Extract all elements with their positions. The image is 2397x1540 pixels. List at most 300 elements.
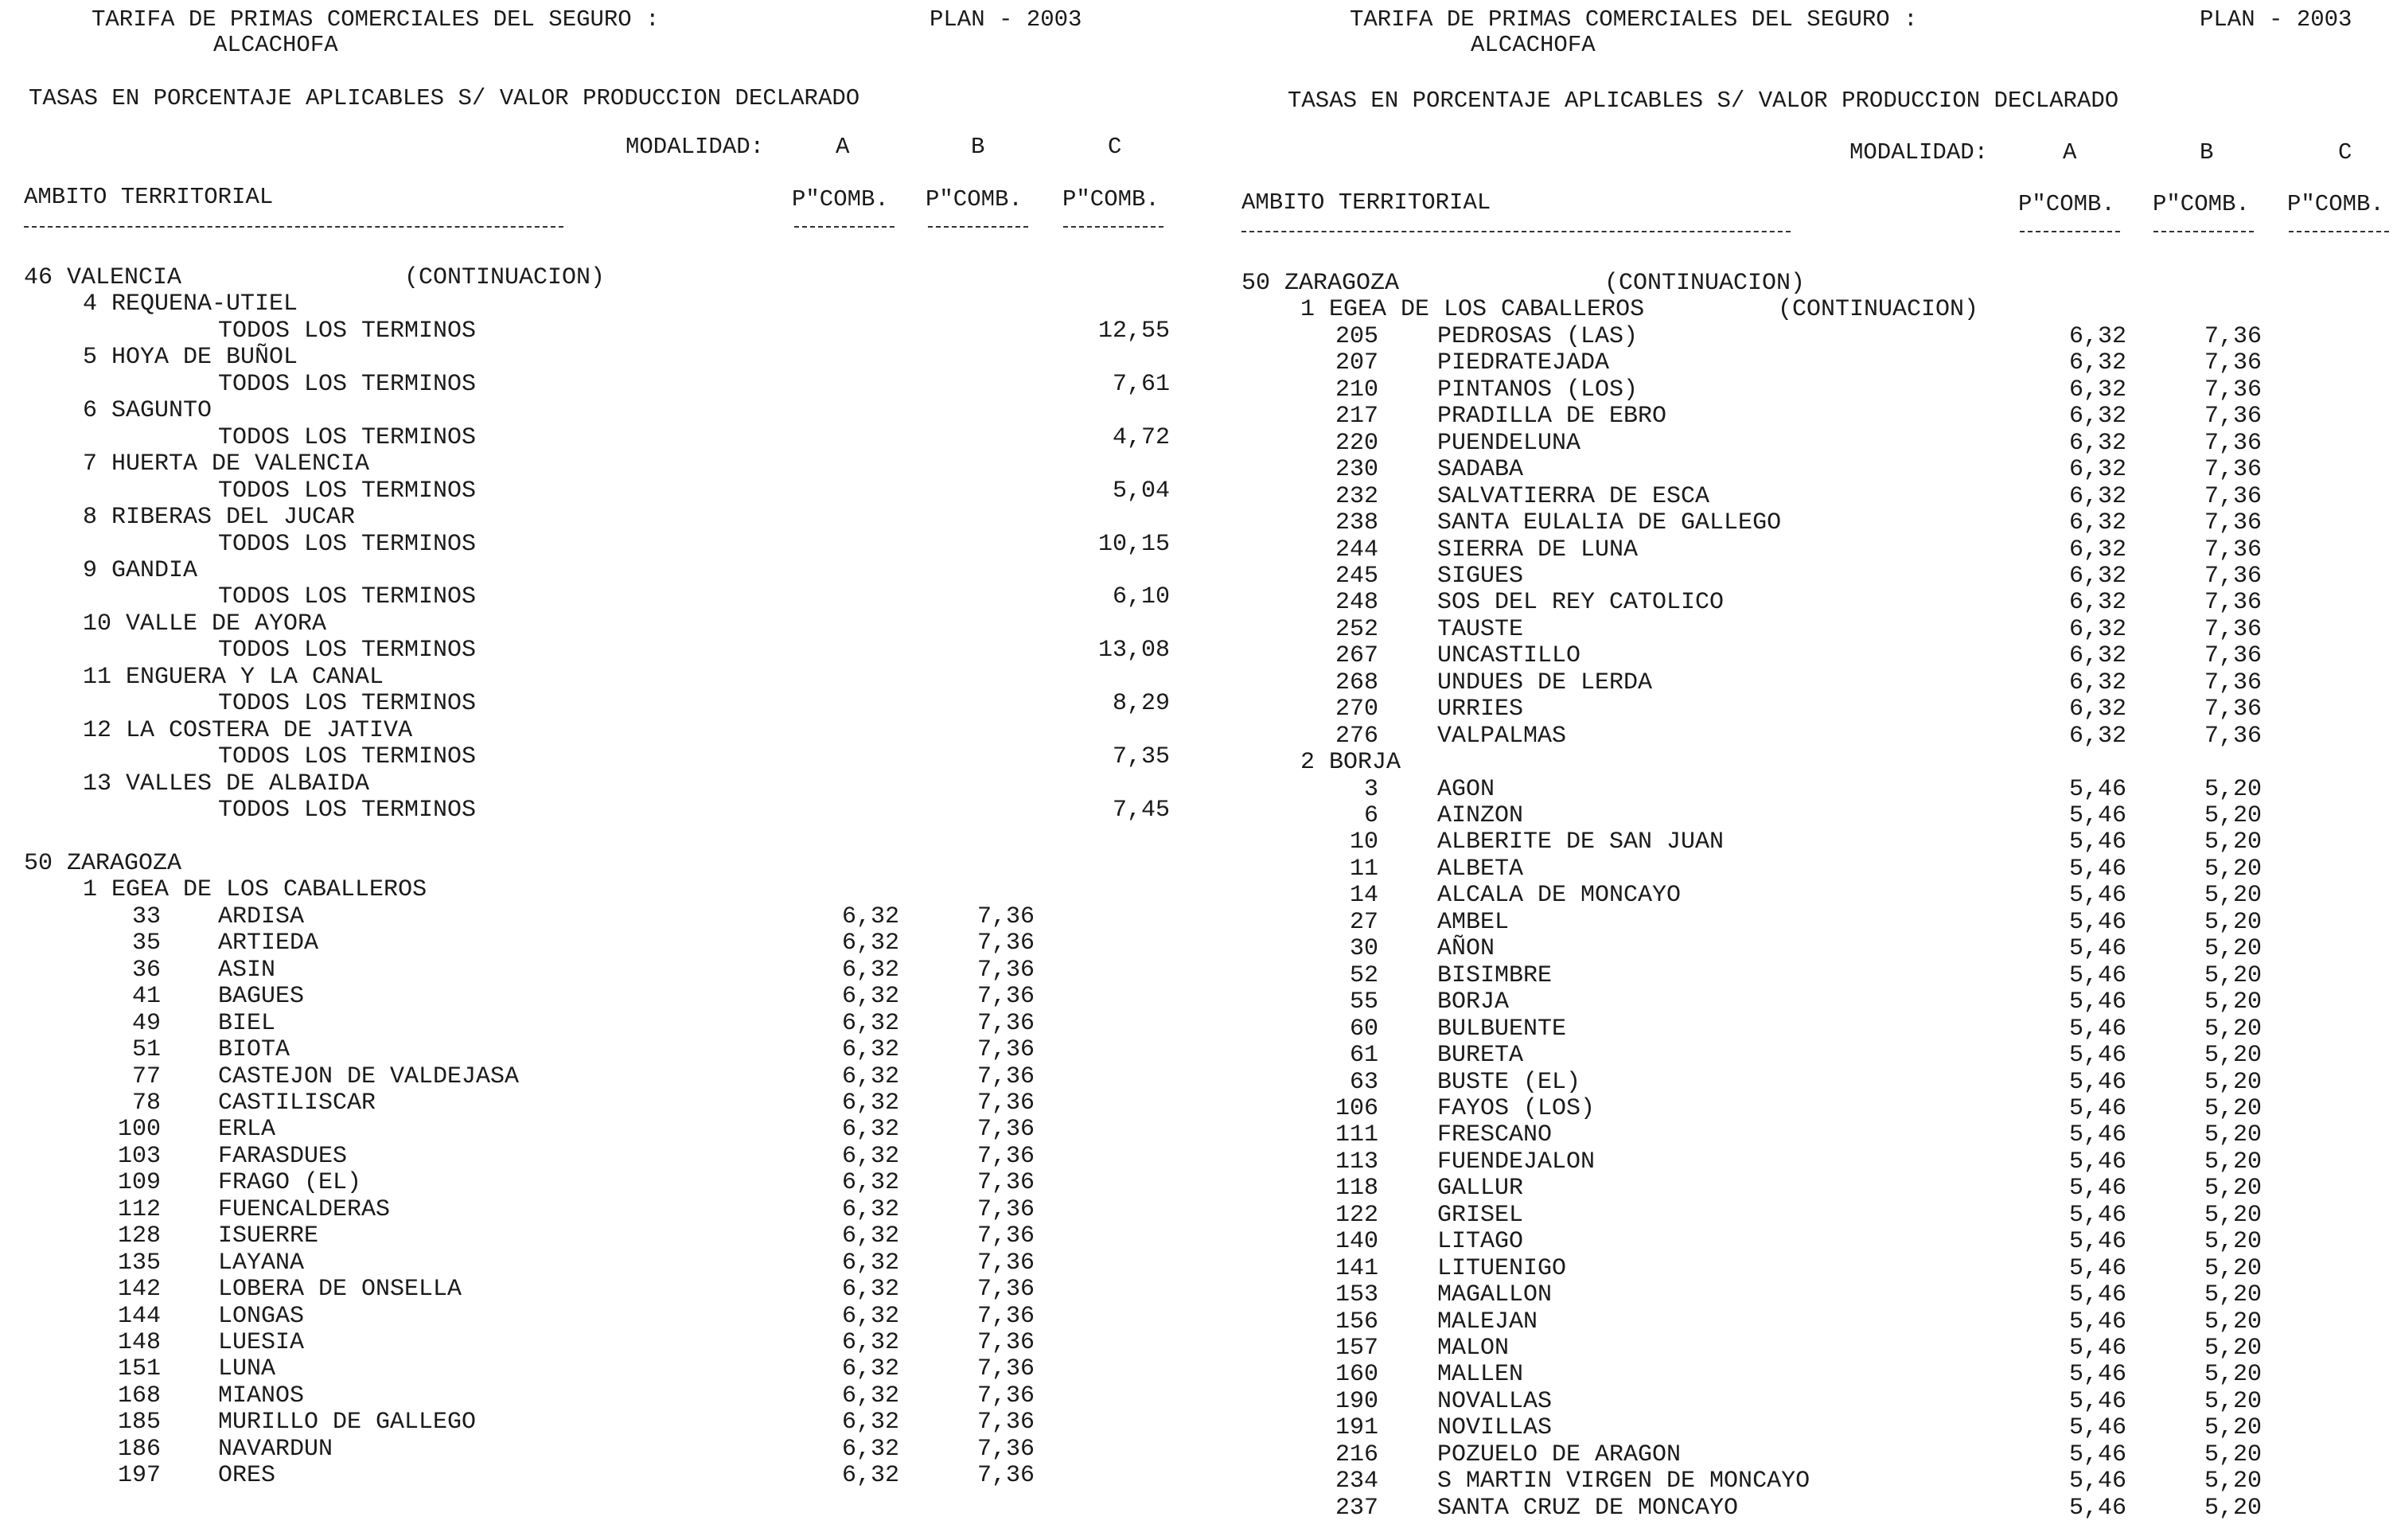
rate-c: 13,08: [1097, 637, 1170, 665]
modalidad-b-label: B: [2200, 139, 2214, 166]
rate-b: 7,36: [2204, 322, 2262, 350]
page-title: TARIFA DE PRIMAS COMERCIALES DEL SEGURO :: [92, 6, 660, 33]
municipality-name: MIANOS: [218, 1382, 305, 1409]
municipality-name: LUESIA: [218, 1329, 305, 1356]
rate-c: 12,55: [1097, 317, 1170, 345]
rate-a: 5,46: [2068, 802, 2126, 829]
rate-a: 6,32: [841, 1116, 899, 1144]
rate-c: 7,45: [1112, 797, 1170, 824]
municipality-name: BULBUENTE: [1437, 1015, 1567, 1043]
rate-b: 5,20: [2204, 882, 2262, 910]
municipality-code: 156: [1335, 1308, 1378, 1335]
municipality-code: 148: [117, 1329, 161, 1356]
rate-b: 5,20: [2204, 1387, 2262, 1415]
rate-b: 7,36: [976, 1036, 1035, 1064]
continuation-note: (CONTINUACION): [404, 264, 606, 291]
rate-b: 7,36: [976, 1302, 1035, 1330]
rate-b: 7,36: [976, 1222, 1035, 1250]
municipality-name: PEDROSAS (LAS): [1437, 322, 1639, 350]
municipality-name: AÑON: [1437, 935, 1495, 963]
col-b-divider: [2153, 231, 2254, 232]
municipality-name: SIGUES: [1437, 562, 1524, 590]
municipality-code: 135: [117, 1249, 161, 1277]
rate-b: 5,20: [2204, 775, 2262, 803]
modalidad-a-label: A: [2063, 139, 2077, 166]
municipality-code: 232: [1335, 482, 1378, 510]
rate-a: 6,32: [2068, 429, 2126, 457]
rate-a: 5,46: [2068, 1281, 2126, 1309]
municipality-name: LONGAS: [218, 1302, 305, 1330]
rate-b: 5,20: [2204, 855, 2262, 883]
municipality-code: 11: [1349, 855, 1378, 883]
municipality-code: 217: [1335, 403, 1378, 431]
rate-b: 7,36: [976, 1062, 1035, 1090]
rate-a: 5,46: [2068, 1441, 2126, 1468]
municipality-code: 140: [1335, 1228, 1378, 1256]
header-divider: [24, 226, 563, 228]
municipality-code: 10: [1349, 828, 1378, 856]
rate-a: 6,32: [841, 1089, 899, 1117]
municipality-name: FRAGO (EL): [218, 1169, 362, 1197]
municipality-name: UNCASTILLO: [1437, 642, 1581, 670]
all-terms-label: TODOS LOS TERMINOS: [218, 637, 477, 665]
all-terms-label: TODOS LOS TERMINOS: [218, 583, 477, 611]
rate-b: 5,20: [2204, 1068, 2262, 1096]
province-heading: 46 VALENCIA: [24, 264, 182, 291]
comarca-heading: 1 EGEA DE LOS CABALLEROS: [83, 876, 427, 904]
rate-a: 6,32: [841, 983, 899, 1011]
municipality-name: BIOTA: [218, 1036, 290, 1064]
municipality-name: MALLEN: [1437, 1361, 1524, 1389]
rate-a: 6,32: [2068, 403, 2126, 431]
modalidad-c-label: C: [2338, 139, 2352, 166]
rate-b: 7,36: [976, 1142, 1035, 1170]
municipality-code: 128: [117, 1222, 161, 1250]
col-b-divider: [928, 226, 1028, 228]
rate-a: 5,46: [2068, 908, 2126, 936]
municipality-code: 141: [1335, 1254, 1378, 1282]
rate-b: 5,20: [2204, 1441, 2262, 1468]
municipality-code: 207: [1335, 349, 1378, 377]
municipality-code: 113: [1335, 1148, 1378, 1175]
municipality-code: 14: [1349, 882, 1378, 910]
rate-b: 7,36: [976, 1409, 1035, 1437]
municipality-code: 268: [1335, 669, 1378, 696]
col-c-header: P"COMB.: [1062, 186, 1160, 212]
col-c-divider: [2289, 231, 2389, 232]
municipality-name: TAUSTE: [1437, 615, 1524, 643]
municipality-code: 151: [117, 1355, 161, 1383]
all-terms-label: TODOS LOS TERMINOS: [218, 423, 477, 451]
municipality-code: 190: [1335, 1387, 1378, 1415]
rate-b: 7,36: [976, 903, 1035, 930]
municipality-name: SIERRA DE LUNA: [1437, 536, 1639, 563]
municipality-name: MALON: [1437, 1335, 1510, 1362]
right-page: [1198, 0, 2397, 1540]
rate-b: 7,36: [976, 1195, 1035, 1223]
municipality-code: 197: [117, 1462, 161, 1490]
municipality-name: FUENCALDERAS: [218, 1195, 391, 1223]
crop-name: ALCACHOFA: [1471, 32, 1596, 58]
rate-b: 5,20: [2204, 1175, 2262, 1203]
municipality-code: 238: [1335, 509, 1378, 537]
rate-a: 6,32: [841, 1142, 899, 1170]
rate-b: 7,36: [2204, 536, 2262, 563]
municipality-name: ARDISA: [218, 903, 305, 930]
municipality-code: 63: [1349, 1068, 1378, 1096]
municipality-code: 100: [117, 1116, 161, 1144]
rate-b: 5,20: [2204, 1494, 2262, 1522]
municipality-code: 244: [1335, 536, 1378, 563]
municipality-code: 3: [1363, 775, 1378, 803]
municipality-name: BISIMBRE: [1437, 961, 1553, 989]
comarca-heading: 7 HUERTA DE VALENCIA: [83, 450, 370, 478]
rate-a: 5,46: [2068, 1335, 2126, 1362]
municipality-name: SANTA EULALIA DE GALLEGO: [1437, 509, 1782, 537]
municipality-code: 103: [117, 1142, 161, 1170]
rate-a: 6,32: [841, 1169, 899, 1197]
modalidad-label: MODALIDAD:: [626, 134, 765, 160]
rate-a: 5,46: [2068, 1121, 2126, 1149]
municipality-code: 210: [1335, 376, 1378, 404]
municipality-code: 220: [1335, 429, 1378, 457]
rate-a: 6,32: [841, 1355, 899, 1383]
province-heading: 50 ZARAGOZA: [1241, 270, 1400, 297]
municipality-code: 270: [1335, 696, 1378, 723]
rate-a: 5,46: [2068, 1468, 2126, 1495]
municipality-code: 144: [117, 1302, 161, 1330]
all-terms-label: TODOS LOS TERMINOS: [218, 477, 477, 505]
modalidad-c-label: C: [1108, 134, 1122, 160]
municipality-code: 109: [117, 1169, 161, 1197]
municipality-code: 191: [1335, 1414, 1378, 1442]
rate-a: 6,32: [2068, 349, 2126, 377]
ambito-label: AMBITO TERRITORIAL: [24, 184, 274, 210]
rate-a: 6,32: [2068, 536, 2126, 563]
municipality-name: ORES: [218, 1462, 276, 1490]
rate-a: 6,32: [841, 1276, 899, 1304]
rate-a: 5,46: [2068, 1175, 2126, 1203]
rate-a: 6,32: [841, 1195, 899, 1223]
municipality-name: UNDUES DE LERDA: [1437, 669, 1653, 696]
rate-b: 7,36: [976, 1116, 1035, 1144]
comarca-heading: 13 VALLES DE ALBAIDA: [83, 770, 370, 797]
rate-a: 6,32: [2068, 482, 2126, 510]
rate-a: 6,32: [2068, 669, 2126, 696]
col-c-header: P"COMB.: [2287, 191, 2384, 217]
rate-b: 7,36: [2204, 403, 2262, 431]
municipality-name: LAYANA: [218, 1249, 305, 1277]
municipality-name: BIEL: [218, 1009, 276, 1037]
rate-a: 6,32: [2068, 322, 2126, 350]
municipality-name: GALLUR: [1437, 1175, 1524, 1203]
comarca-heading: 10 VALLE DE AYORA: [83, 610, 327, 637]
rate-a: 6,32: [841, 1435, 899, 1463]
rate-b: 7,36: [976, 1462, 1035, 1490]
rate-a: 6,32: [2068, 642, 2126, 670]
rate-b: 5,20: [2204, 1254, 2262, 1282]
ambito-label: AMBITO TERRITORIAL: [1241, 189, 1491, 216]
rate-b: 7,36: [2204, 562, 2262, 590]
rate-a: 6,32: [841, 930, 899, 957]
rate-c: 7,61: [1112, 370, 1170, 398]
rate-c: 10,15: [1097, 530, 1170, 558]
plan-label: PLAN - 2003: [930, 6, 1082, 33]
rate-b: 5,20: [2204, 802, 2262, 829]
municipality-name: LITAGO: [1437, 1228, 1524, 1256]
comarca-heading: 6 SAGUNTO: [83, 397, 212, 425]
rate-a: 6,32: [2068, 456, 2126, 484]
rate-a: 6,32: [2068, 562, 2126, 590]
municipality-name: ALCALA DE MONCAYO: [1437, 882, 1682, 910]
municipality-name: LOBERA DE ONSELLA: [218, 1276, 462, 1304]
municipality-code: 157: [1335, 1335, 1378, 1362]
municipality-name: MURILLO DE GALLEGO: [218, 1409, 477, 1437]
rate-a: 5,46: [2068, 1015, 2126, 1043]
rate-b: 5,20: [2204, 1201, 2262, 1229]
municipality-name: FRESCANO: [1437, 1121, 1553, 1149]
municipality-code: 106: [1335, 1094, 1378, 1122]
rate-a: 6,32: [841, 1409, 899, 1437]
municipality-code: 52: [1349, 961, 1378, 989]
rate-b: 7,36: [976, 1355, 1035, 1383]
rate-b: 5,20: [2204, 1414, 2262, 1442]
municipality-name: MAGALLON: [1437, 1281, 1553, 1309]
rate-b: 7,36: [976, 1276, 1035, 1304]
rate-b: 7,36: [2204, 429, 2262, 457]
municipality-name: ASIN: [218, 956, 276, 984]
rate-b: 5,20: [2204, 1094, 2262, 1122]
rate-b: 5,20: [2204, 1281, 2262, 1309]
rate-a: 5,46: [2068, 775, 2126, 803]
municipality-code: 237: [1335, 1494, 1378, 1522]
municipality-name: LUNA: [218, 1355, 276, 1383]
rate-b: 7,36: [2204, 456, 2262, 484]
municipality-code: 142: [117, 1276, 161, 1304]
municipality-code: 230: [1335, 456, 1378, 484]
municipality-name: VALPALMAS: [1437, 722, 1567, 750]
rate-a: 6,32: [841, 1329, 899, 1356]
rate-b: 5,20: [2204, 1121, 2262, 1149]
col-a-header: P"COMB.: [2018, 191, 2115, 217]
rate-b: 5,20: [2204, 988, 2262, 1016]
municipality-name: CASTILISCAR: [218, 1089, 376, 1117]
rate-a: 6,32: [2068, 722, 2126, 750]
left-page: [0, 0, 1198, 1540]
municipality-name: ARTIEDA: [218, 930, 319, 957]
rate-a: 5,46: [2068, 855, 2126, 883]
rate-a: 5,46: [2068, 1068, 2126, 1096]
continuation-note: (CONTINUACION): [1778, 296, 1979, 324]
rate-a: 5,46: [2068, 1094, 2126, 1122]
comarca-heading: 2 BORJA: [1300, 749, 1401, 777]
municipality-code: 122: [1335, 1201, 1378, 1229]
municipality-name: PIEDRATEJADA: [1437, 349, 1610, 377]
municipality-code: 185: [117, 1409, 161, 1437]
municipality-code: 36: [131, 956, 161, 984]
rate-b: 5,20: [2204, 1228, 2262, 1256]
municipality-code: 78: [131, 1089, 161, 1117]
rate-b: 7,36: [2204, 642, 2262, 670]
municipality-code: 41: [131, 983, 161, 1011]
rate-b: 7,36: [976, 930, 1035, 957]
municipality-name: FAYOS (LOS): [1437, 1094, 1596, 1122]
page-title: TARIFA DE PRIMAS COMERCIALES DEL SEGURO :: [1350, 6, 1918, 33]
municipality-name: ISUERRE: [218, 1222, 319, 1250]
rate-b: 7,36: [976, 1089, 1035, 1117]
comarca-heading: 5 HOYA DE BUÑOL: [83, 344, 298, 372]
municipality-name: BORJA: [1437, 988, 1510, 1016]
municipality-code: 60: [1349, 1015, 1378, 1043]
modalidad-label: MODALIDAD:: [1849, 139, 1989, 166]
subtitle: TASAS EN PORCENTAJE APLICABLES S/ VALOR PRODUCCION DECLARADO: [29, 85, 860, 111]
municipality-name: ERLA: [218, 1116, 276, 1144]
municipality-name: ALBETA: [1437, 855, 1524, 883]
rate-a: 6,32: [841, 1036, 899, 1064]
rate-a: 5,46: [2068, 1228, 2126, 1256]
rate-b: 7,36: [976, 983, 1035, 1011]
rate-a: 5,46: [2068, 988, 2126, 1016]
rate-a: 5,46: [2068, 1361, 2126, 1389]
rate-a: 5,46: [2068, 1308, 2126, 1335]
rate-b: 5,20: [2204, 1015, 2262, 1043]
rate-a: 6,32: [2068, 589, 2126, 617]
rate-b: 5,20: [2204, 961, 2262, 989]
rate-c: 6,10: [1112, 583, 1170, 611]
rate-a: 6,32: [841, 1249, 899, 1277]
municipality-name: SALVATIERRA DE ESCA: [1437, 482, 1710, 510]
municipality-name: POZUELO DE ARAGON: [1437, 1441, 1682, 1468]
rate-a: 5,46: [2068, 828, 2126, 856]
municipality-name: LITUENIGO: [1437, 1254, 1567, 1282]
all-terms-label: TODOS LOS TERMINOS: [218, 743, 477, 771]
municipality-code: 248: [1335, 589, 1378, 617]
municipality-code: 205: [1335, 322, 1378, 350]
municipality-code: 111: [1335, 1121, 1378, 1149]
crop-name: ALCACHOFA: [213, 32, 338, 58]
comarca-heading: 8 RIBERAS DEL JUCAR: [83, 504, 356, 532]
rate-a: 6,32: [841, 1302, 899, 1330]
rate-b: 7,36: [976, 1249, 1035, 1277]
municipality-code: 234: [1335, 1468, 1378, 1495]
comarca-heading: 1 EGEA DE LOS CABALLEROS: [1300, 296, 1645, 324]
rate-b: 7,36: [976, 956, 1035, 984]
rate-a: 6,32: [2068, 376, 2126, 404]
rate-b: 5,20: [2204, 935, 2262, 963]
rate-b: 7,36: [2204, 376, 2262, 404]
comarca-heading: 4 REQUENA-UTIEL: [83, 290, 298, 318]
rate-a: 6,32: [841, 1222, 899, 1250]
all-terms-label: TODOS LOS TERMINOS: [218, 370, 477, 398]
rate-b: 5,20: [2204, 1308, 2262, 1335]
municipality-code: 112: [117, 1195, 161, 1223]
col-a-divider: [794, 226, 894, 228]
municipality-code: 55: [1349, 988, 1378, 1016]
rate-c: 4,72: [1112, 423, 1170, 451]
municipality-name: BURETA: [1437, 1042, 1524, 1070]
municipality-name: FARASDUES: [218, 1142, 348, 1170]
municipality-code: 27: [1349, 908, 1378, 936]
rate-b: 5,20: [2204, 1335, 2262, 1362]
municipality-name: SOS DEL REY CATOLICO: [1437, 589, 1725, 617]
rate-b: 7,36: [976, 1435, 1035, 1463]
municipality-code: 6: [1363, 802, 1378, 829]
all-terms-label: TODOS LOS TERMINOS: [218, 530, 477, 558]
municipality-name: ALBERITE DE SAN JUAN: [1437, 828, 1725, 856]
municipality-name: PUENDELUNA: [1437, 429, 1581, 457]
modalidad-a-label: A: [836, 134, 850, 160]
rate-b: 5,20: [2204, 1042, 2262, 1070]
municipality-name: URRIES: [1437, 696, 1524, 723]
rate-b: 7,36: [976, 1382, 1035, 1409]
municipality-name: AMBEL: [1437, 908, 1510, 936]
col-c-divider: [1063, 226, 1163, 228]
rate-b: 5,20: [2204, 828, 2262, 856]
rate-a: 6,32: [841, 956, 899, 984]
municipality-name: S MARTIN VIRGEN DE MONCAYO: [1437, 1468, 1810, 1495]
municipality-name: AGON: [1437, 775, 1495, 803]
rate-a: 5,46: [2068, 935, 2126, 963]
rate-a: 5,46: [2068, 1387, 2126, 1415]
municipality-name: PRADILLA DE EBRO: [1437, 403, 1667, 431]
municipality-name: BUSTE (EL): [1437, 1068, 1581, 1096]
rate-a: 5,46: [2068, 1201, 2126, 1229]
rate-a: 6,32: [841, 903, 899, 930]
municipality-code: 61: [1349, 1042, 1378, 1070]
rate-a: 5,46: [2068, 882, 2126, 910]
rate-b: 7,36: [2204, 349, 2262, 377]
municipality-code: 245: [1335, 562, 1378, 590]
municipality-name: FUENDEJALON: [1437, 1148, 1596, 1175]
rate-b: 7,36: [2204, 722, 2262, 750]
rate-a: 6,32: [2068, 615, 2126, 643]
rate-a: 6,32: [841, 1382, 899, 1409]
rate-b: 7,36: [2204, 615, 2262, 643]
rate-a: 5,46: [2068, 1148, 2126, 1175]
plan-label: PLAN - 2003: [2200, 6, 2352, 33]
municipality-code: 77: [131, 1062, 161, 1090]
modalidad-b-label: B: [971, 134, 985, 160]
rate-a: 6,32: [841, 1062, 899, 1090]
municipality-code: 216: [1335, 1441, 1378, 1468]
municipality-code: 30: [1349, 935, 1378, 963]
continuation-note: (CONTINUACION): [1604, 270, 1806, 297]
municipality-name: SANTA CRUZ DE MONCAYO: [1437, 1494, 1739, 1522]
all-terms-label: TODOS LOS TERMINOS: [218, 690, 477, 718]
municipality-name: GRISEL: [1437, 1201, 1524, 1229]
rate-b: 7,36: [976, 1009, 1035, 1037]
rate-a: 6,32: [2068, 696, 2126, 723]
rate-c: 8,29: [1112, 690, 1170, 718]
municipality-code: 276: [1335, 722, 1378, 750]
rate-a: 5,46: [2068, 961, 2126, 989]
all-terms-label: TODOS LOS TERMINOS: [218, 317, 477, 345]
municipality-name: CASTEJON DE VALDEJASA: [218, 1062, 520, 1090]
subtitle: TASAS EN PORCENTAJE APLICABLES S/ VALOR PRODUCCION DECLARADO: [1288, 88, 2119, 114]
col-b-header: P"COMB.: [2153, 191, 2250, 217]
municipality-code: 49: [131, 1009, 161, 1037]
rate-b: 5,20: [2204, 1468, 2262, 1495]
rate-c: 7,35: [1112, 743, 1170, 771]
municipality-code: 252: [1335, 615, 1378, 643]
rate-b: 7,36: [976, 1329, 1035, 1356]
rate-a: 5,46: [2068, 1042, 2126, 1070]
municipality-code: 51: [131, 1036, 161, 1064]
rate-b: 5,20: [2204, 908, 2262, 936]
municipality-code: 33: [131, 903, 161, 930]
municipality-name: SADABA: [1437, 456, 1524, 484]
municipality-name: NOVALLAS: [1437, 1387, 1553, 1415]
